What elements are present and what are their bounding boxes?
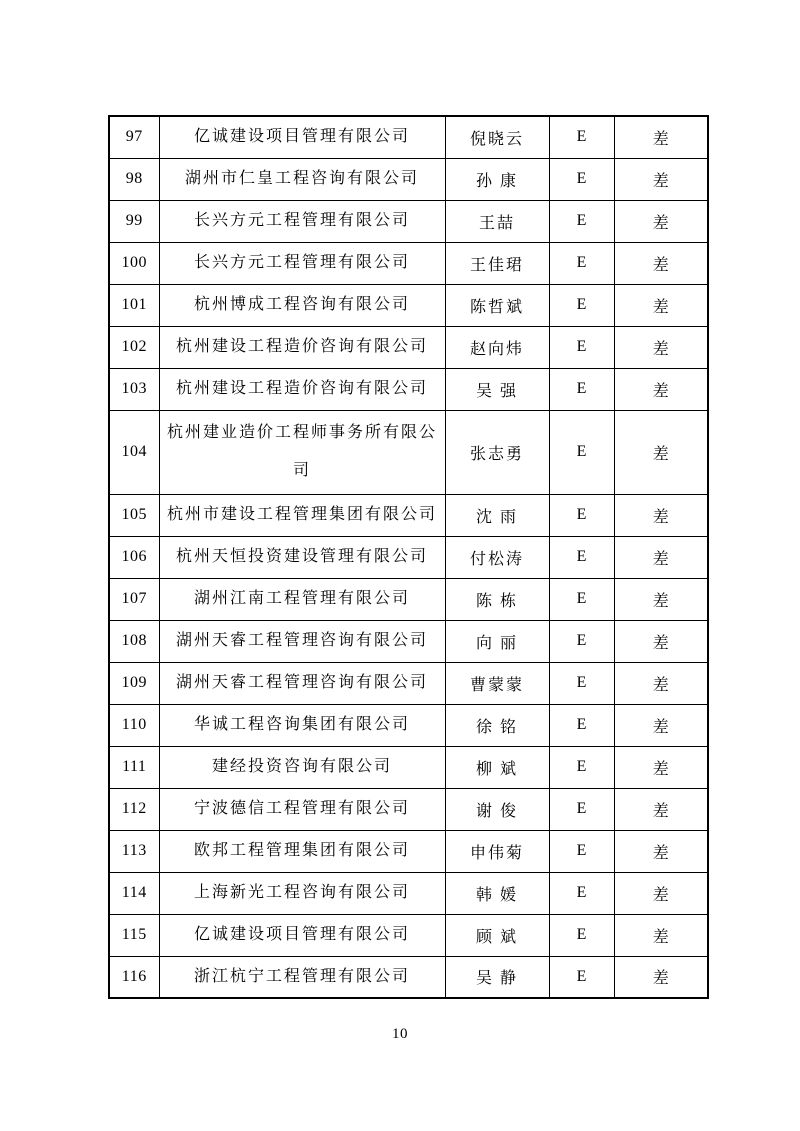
company-name-cell: 湖州市仁皇工程咨询有限公司 [159, 158, 445, 200]
row-index-cell: 115 [109, 914, 159, 956]
grade-cell: E [549, 788, 614, 830]
grade-cell: E [549, 284, 614, 326]
table-row [109, 956, 708, 998]
company-name-cell: 杭州天恒投资建设管理有限公司 [159, 536, 445, 578]
person-name-cell: 向 丽 [445, 620, 549, 662]
rating-cell: 差 [614, 326, 708, 368]
rating-cell: 差 [614, 200, 708, 242]
row-index-cell: 99 [109, 200, 159, 242]
company-name-cell: 湖州天睿工程管理咨询有限公司 [159, 620, 445, 662]
table-row [109, 242, 708, 284]
person-name-cell: 王喆 [445, 200, 549, 242]
row-index-cell: 110 [109, 704, 159, 746]
table-row [109, 830, 708, 872]
grade-cell: E [549, 368, 614, 410]
row-index-cell: 111 [109, 746, 159, 788]
grade-cell: E [549, 704, 614, 746]
table-row [109, 746, 708, 788]
person-name-cell: 沈 雨 [445, 494, 549, 536]
row-index-cell: 116 [109, 956, 159, 998]
person-name-cell: 柳 斌 [445, 746, 549, 788]
rating-cell: 差 [614, 746, 708, 788]
row-index-cell: 113 [109, 830, 159, 872]
grade-cell: E [549, 830, 614, 872]
grade-cell: E [549, 956, 614, 998]
company-name-cell: 亿诚建设项目管理有限公司 [159, 116, 445, 158]
rating-cell: 差 [614, 116, 708, 158]
company-name-cell: 华诚工程咨询集团有限公司 [159, 704, 445, 746]
table-row [109, 200, 708, 242]
row-index-cell: 109 [109, 662, 159, 704]
person-name-cell: 倪晓云 [445, 116, 549, 158]
table-row [109, 284, 708, 326]
company-name-cell: 杭州建业造价工程师事务所有限公司 [159, 410, 445, 494]
table-row [109, 620, 708, 662]
evaluation-table-body [109, 116, 708, 998]
rating-cell: 差 [614, 704, 708, 746]
table-row [109, 368, 708, 410]
person-name-cell: 王佳珺 [445, 242, 549, 284]
rating-cell: 差 [614, 410, 708, 494]
rating-cell: 差 [614, 242, 708, 284]
grade-cell: E [549, 620, 614, 662]
rating-cell: 差 [614, 158, 708, 200]
row-index-cell: 108 [109, 620, 159, 662]
grade-cell: E [549, 914, 614, 956]
person-name-cell: 吴 静 [445, 956, 549, 998]
row-index-cell: 98 [109, 158, 159, 200]
row-index-cell: 105 [109, 494, 159, 536]
company-name-cell: 杭州博成工程咨询有限公司 [159, 284, 445, 326]
person-name-cell: 陈哲斌 [445, 284, 549, 326]
company-name-cell: 亿诚建设项目管理有限公司 [159, 914, 445, 956]
table-row [109, 116, 708, 158]
grade-cell: E [549, 578, 614, 620]
row-index-cell: 101 [109, 284, 159, 326]
row-index-cell: 102 [109, 326, 159, 368]
table-row [109, 788, 708, 830]
grade-cell: E [549, 242, 614, 284]
person-name-cell: 陈 栋 [445, 578, 549, 620]
company-name-cell: 宁波德信工程管理有限公司 [159, 788, 445, 830]
table-row [109, 158, 708, 200]
grade-cell: E [549, 410, 614, 494]
grade-cell: E [549, 536, 614, 578]
person-name-cell: 谢 俊 [445, 788, 549, 830]
rating-cell: 差 [614, 494, 708, 536]
rating-cell: 差 [614, 368, 708, 410]
rating-cell: 差 [614, 872, 708, 914]
company-name-cell: 浙江杭宁工程管理有限公司 [159, 956, 445, 998]
grade-cell: E [549, 200, 614, 242]
table-row [109, 494, 708, 536]
grade-cell: E [549, 494, 614, 536]
person-name-cell: 韩 媛 [445, 872, 549, 914]
table-row [109, 326, 708, 368]
person-name-cell: 张志勇 [445, 410, 549, 494]
rating-cell: 差 [614, 620, 708, 662]
rating-cell: 差 [614, 788, 708, 830]
row-index-cell: 106 [109, 536, 159, 578]
company-name-cell: 欧邦工程管理集团有限公司 [159, 830, 445, 872]
person-name-cell: 曹蒙蒙 [445, 662, 549, 704]
company-name-cell: 长兴方元工程管理有限公司 [159, 242, 445, 284]
grade-cell: E [549, 662, 614, 704]
person-name-cell: 孙 康 [445, 158, 549, 200]
page-number: 10 [392, 1026, 408, 1042]
table-row [109, 914, 708, 956]
company-name-cell: 湖州天睿工程管理咨询有限公司 [159, 662, 445, 704]
row-index-cell: 114 [109, 872, 159, 914]
row-index-cell: 103 [109, 368, 159, 410]
rating-cell: 差 [614, 284, 708, 326]
table-row [109, 410, 708, 494]
table-row [109, 704, 708, 746]
table-row [109, 662, 708, 704]
rating-cell: 差 [614, 914, 708, 956]
company-name-cell: 建经投资咨询有限公司 [159, 746, 445, 788]
rating-cell: 差 [614, 956, 708, 998]
grade-cell: E [549, 746, 614, 788]
person-name-cell: 赵向炜 [445, 326, 549, 368]
grade-cell: E [549, 116, 614, 158]
grade-cell: E [549, 872, 614, 914]
table-row [109, 536, 708, 578]
company-name-cell: 长兴方元工程管理有限公司 [159, 200, 445, 242]
person-name-cell: 申伟菊 [445, 830, 549, 872]
row-index-cell: 97 [109, 116, 159, 158]
person-name-cell: 顾 斌 [445, 914, 549, 956]
company-name-cell: 杭州市建设工程管理集团有限公司 [159, 494, 445, 536]
company-name-cell: 杭州建设工程造价咨询有限公司 [159, 368, 445, 410]
rating-cell: 差 [614, 578, 708, 620]
person-name-cell: 吴 强 [445, 368, 549, 410]
table-row [109, 872, 708, 914]
grade-cell: E [549, 158, 614, 200]
row-index-cell: 104 [109, 410, 159, 494]
row-index-cell: 100 [109, 242, 159, 284]
row-index-cell: 107 [109, 578, 159, 620]
company-name-cell: 杭州建设工程造价咨询有限公司 [159, 326, 445, 368]
person-name-cell: 付松涛 [445, 536, 549, 578]
company-name-cell: 湖州江南工程管理有限公司 [159, 578, 445, 620]
grade-cell: E [549, 326, 614, 368]
rating-cell: 差 [614, 536, 708, 578]
table-row [109, 578, 708, 620]
evaluation-table [108, 115, 709, 999]
person-name-cell: 徐 铭 [445, 704, 549, 746]
rating-cell: 差 [614, 662, 708, 704]
company-name-cell: 上海新光工程咨询有限公司 [159, 872, 445, 914]
rating-cell: 差 [614, 830, 708, 872]
row-index-cell: 112 [109, 788, 159, 830]
